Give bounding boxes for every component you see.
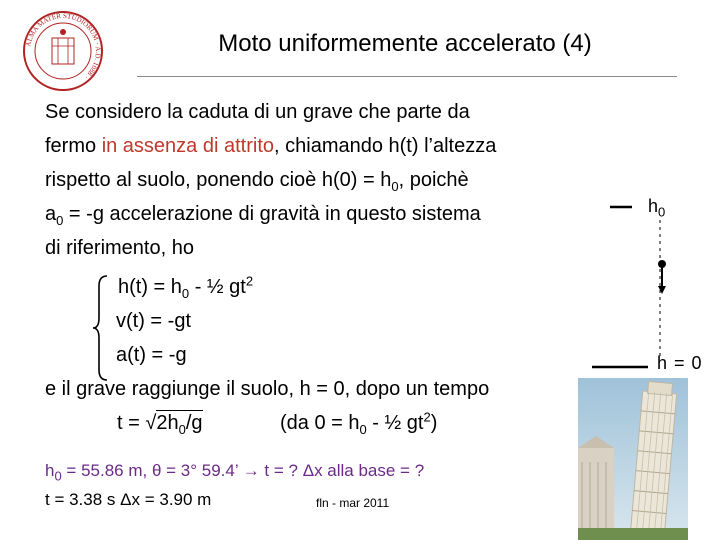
university-seal-logo (22, 10, 104, 92)
fall-time-formula: $t = √2h_0/g$ (117, 412, 203, 437)
body-line-1: Se considero la caduta di un grave che parte da (45, 101, 470, 123)
body-line-2: fermo in assenza di attrito, chiamando h(t) l’altezza (45, 135, 497, 157)
svg-text:ALMA MATER STUDIORUM · A.D. 10: ALMA MATER STUDIORUM · A.D. 1088 · (24, 11, 103, 81)
title-divider (137, 76, 677, 77)
slide-title: Moto uniformemente accelerato (4) (218, 30, 592, 57)
body-line-4: $a_0 = -g$ accelerazione di gravità in questo sistema (45, 203, 481, 228)
highlight-no-friction: in assenza di attrito (101, 135, 275, 157)
ground-level-label: h = 0 (657, 353, 703, 373)
leaning-tower-image (578, 378, 688, 540)
initial-height-label: $h_0$ (648, 196, 666, 220)
derivation-note: (da $0 = h_0$ - ½ $gt^2$) (280, 409, 438, 437)
footer-credit: fln - mar 2011 (316, 496, 390, 510)
equation-position: $h(t) = h_0$ - ½ $gt^2$ (118, 273, 254, 301)
equation-acceleration: a(t) = -g (116, 344, 187, 366)
body-line-5: di riferimento, ho (45, 237, 194, 259)
body-line-ground: e il grave raggiunge il suolo, h = 0, dopo un tempo (45, 378, 490, 400)
problem-statement: $h_0 = 55.86$ m, θ = 3° 59.4’ → t = ? Δx alla base = ? (45, 461, 425, 484)
system-brace (90, 272, 112, 384)
problem-answer: t = 3.38 s Δx = 3.90 m (45, 490, 212, 509)
body-line-3: rispetto al suolo, ponendo cioè $h(0) = h_0$, poichè (45, 169, 469, 194)
equation-velocity: v(t) = -gt (116, 310, 192, 332)
